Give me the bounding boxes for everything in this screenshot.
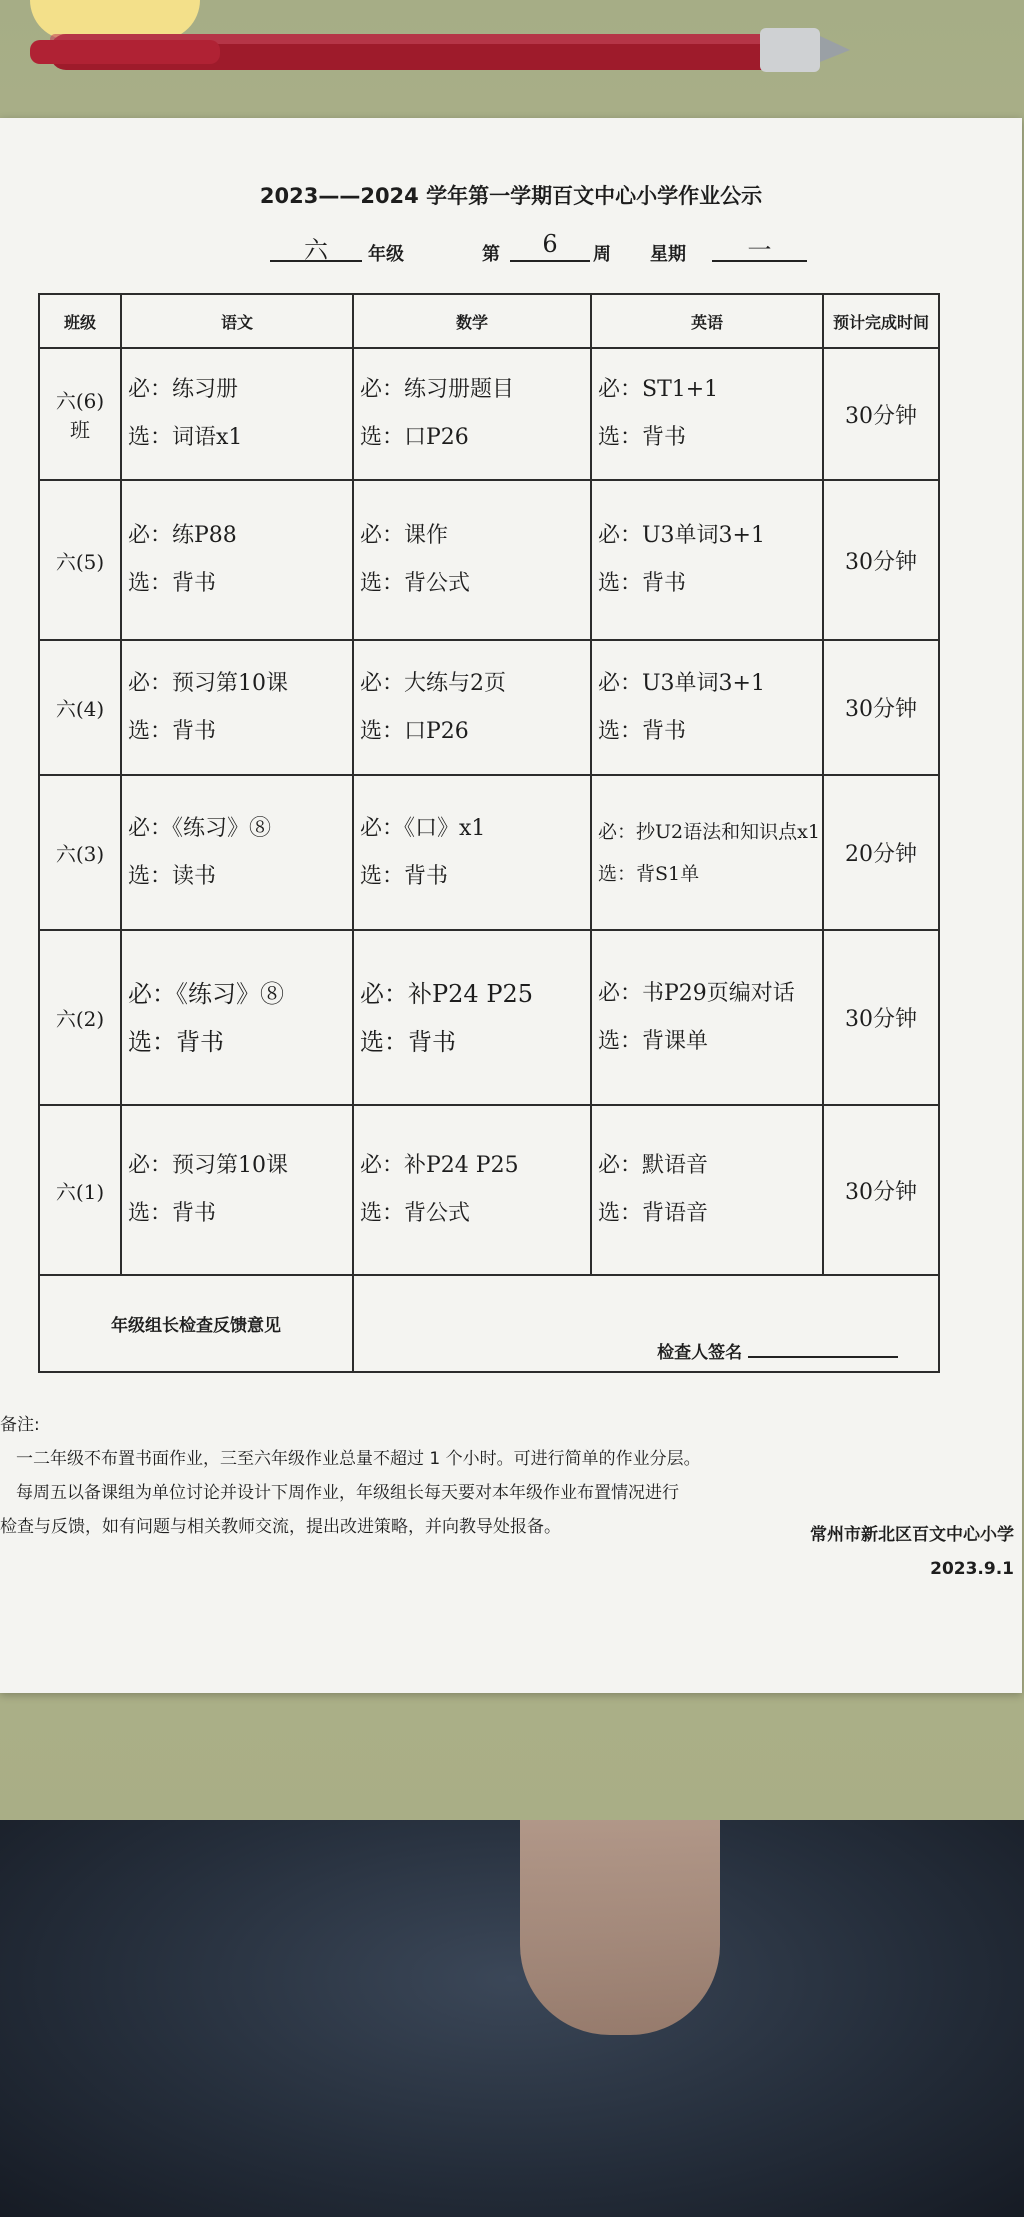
optional-task: 选：背书	[128, 1201, 217, 1226]
optional-task: 选：背书	[128, 718, 217, 744]
homework-table	[38, 293, 940, 1373]
time-cell: 30分钟	[823, 348, 939, 480]
chinese-cell	[121, 348, 353, 480]
required-task: 必：课作	[360, 523, 449, 548]
notes-heading: 备注:	[0, 1415, 40, 1435]
required-task: 必：《口》x1	[360, 815, 486, 841]
table-row	[39, 930, 939, 1105]
required-task: 必：U3单词3+1	[598, 670, 765, 696]
table-row	[39, 1105, 939, 1275]
math-cell	[353, 1105, 591, 1275]
required-task: 必：大练与2页	[360, 670, 506, 696]
time-cell: 30分钟	[823, 480, 939, 640]
optional-task: 选：背S1单	[598, 862, 700, 885]
optional-task: 选：读书	[128, 863, 217, 889]
header-english: 英语	[591, 294, 823, 348]
required-task: 必：练习册题目	[360, 377, 515, 402]
class-cell: 六(6)班	[39, 348, 121, 480]
header-math: 数学	[353, 294, 591, 348]
signature-line	[748, 1356, 898, 1358]
time-cell: 30分钟	[823, 640, 939, 775]
required-task: 必：预习第10课	[128, 1153, 288, 1178]
checker-label: 检查人签名	[657, 1343, 743, 1363]
note-line: 一二年级不布置书面作业，三至六年级作业总量不超过 1 个小时。可进行简单的作业分层。	[16, 1449, 701, 1469]
math-cell	[353, 480, 591, 640]
header-chinese: 语文	[121, 294, 353, 348]
chinese-cell	[121, 480, 353, 640]
table-row	[39, 348, 939, 480]
day-value: 一	[712, 230, 807, 262]
chinese-cell	[121, 930, 353, 1105]
time-cell: 20分钟	[823, 775, 939, 930]
chinese-cell	[121, 1105, 353, 1275]
required-task: 必：U3单词3+1	[598, 523, 765, 548]
dark-fabric	[0, 1820, 1024, 2217]
class-cell: 六(1)	[39, 1105, 121, 1275]
english-cell	[591, 1105, 823, 1275]
table-row	[39, 775, 939, 930]
hand	[520, 1820, 720, 2035]
optional-task: 选：背书	[360, 863, 449, 889]
english-cell	[591, 775, 823, 930]
math-cell	[353, 348, 591, 480]
checker-signature	[657, 1338, 898, 1363]
time-cell: 30分钟	[823, 930, 939, 1105]
optional-task: 选：背公式	[360, 571, 471, 596]
note-line: 检查与反馈，如有问题与相关教师交流，提出改进策略，并向教导处报备。	[0, 1517, 561, 1537]
issuer-block	[810, 1518, 1014, 1586]
required-task: 必：补P24 P25	[360, 979, 534, 1008]
table-header-row	[39, 294, 939, 348]
week-value: 6	[510, 230, 590, 262]
optional-task: 选：背语音	[598, 1201, 709, 1226]
feedback-label: 年级组长检查反馈意见	[39, 1275, 353, 1372]
math-cell	[353, 640, 591, 775]
optional-task: 选：背书	[360, 1027, 456, 1056]
required-task: 必：书P29页编对话	[598, 980, 795, 1006]
required-task: 必：补P24 P25	[360, 1153, 519, 1178]
table-row	[39, 480, 939, 640]
week-prefix: 第	[482, 244, 500, 265]
optional-task: 选：背课单	[598, 1028, 709, 1054]
school-name: 常州市新北区百文中心小学	[810, 1525, 1014, 1545]
math-cell	[353, 775, 591, 930]
required-task: 必：练习册	[128, 377, 239, 402]
optional-task: 选：口P26	[360, 425, 469, 450]
required-task: 必：预习第10课	[128, 670, 288, 696]
class-cell: 六(4)	[39, 640, 121, 775]
optional-task: 选：词语x1	[128, 425, 243, 450]
feedback-row	[39, 1275, 939, 1372]
feedback-area	[353, 1275, 939, 1372]
english-cell	[591, 640, 823, 775]
english-cell	[591, 348, 823, 480]
optional-task: 选：背公式	[360, 1201, 471, 1226]
grade-value: 六	[270, 230, 362, 262]
week-label: 周	[593, 244, 611, 265]
chinese-cell	[121, 775, 353, 930]
math-cell	[353, 930, 591, 1105]
note-line: 每周五以备课组为单位讨论并设计下周作业，年级组长每天要对本年级作业布置情况进行	[16, 1483, 679, 1503]
class-cell: 六(3)	[39, 775, 121, 930]
issue-date: 2023.9.1	[930, 1559, 1014, 1579]
required-task: 必：练P88	[128, 523, 237, 548]
required-task: 必：《练习》⑧	[128, 979, 284, 1008]
day-label: 星期	[650, 244, 686, 265]
class-cell: 六(2)	[39, 930, 121, 1105]
required-task: 必：《练习》⑧	[128, 815, 272, 841]
english-cell	[591, 480, 823, 640]
optional-task: 选：背书	[598, 425, 687, 450]
table-row	[39, 640, 939, 775]
optional-task: 选：背书	[128, 1027, 224, 1056]
red-pen	[20, 6, 850, 76]
required-task: 必：抄U2语法和知识点x1	[598, 820, 820, 843]
time-cell: 30分钟	[823, 1105, 939, 1275]
homework-notice-sheet	[0, 118, 1022, 1693]
optional-task: 选：口P26	[360, 718, 469, 744]
grade-label: 年级	[368, 244, 404, 265]
header-class: 班级	[39, 294, 121, 348]
class-cell: 六(5)	[39, 480, 121, 640]
english-cell	[591, 930, 823, 1105]
optional-task: 选：背书	[598, 718, 687, 744]
optional-task: 选：背书	[128, 571, 217, 596]
header-time: 预计完成时间	[823, 294, 939, 348]
page-title: 2023——2024 学年第一学期百文中心小学作业公示	[259, 184, 763, 208]
required-task: 必：ST1+1	[598, 377, 719, 402]
chinese-cell	[121, 640, 353, 775]
optional-task: 选：背书	[598, 571, 687, 596]
required-task: 必：默语音	[598, 1153, 709, 1178]
